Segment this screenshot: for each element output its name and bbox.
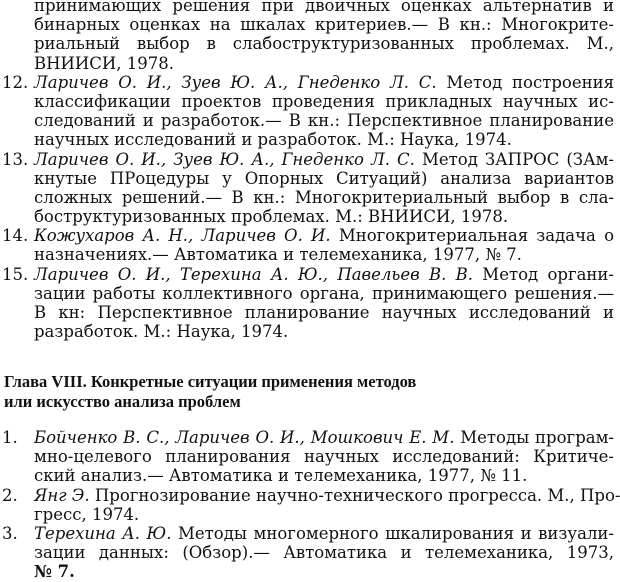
- reference-authors: Янг Э.: [34, 485, 90, 505]
- reference-line: [0, 188, 620, 207]
- reference-line: [0, 207, 620, 226]
- reference-title: Метод построения: [436, 72, 614, 92]
- reference-line: [0, 505, 620, 524]
- reference-line: [0, 486, 620, 505]
- reference-text: [34, 524, 614, 543]
- reference-authors: Кожухаров А. Н., Ларичев О. И.: [34, 226, 331, 246]
- reference-text: зации работы коллективного органа, принимающего решения.—: [34, 283, 614, 303]
- reference-title: Метод органи-: [473, 264, 615, 284]
- reference-line: [0, 428, 620, 447]
- reference-number: 2.: [2, 485, 18, 505]
- reference-text: бинарных оценках на шкалах критериев.— В кн.: Многокрите-: [34, 15, 614, 35]
- reference-line: [0, 245, 620, 264]
- reference-text: [34, 265, 614, 284]
- reference-text: № 7.: [34, 562, 75, 582]
- reference-text: ский анализ.— Автоматика и телемеханика, 1977, № 11.: [34, 466, 528, 486]
- chapter-heading: [4, 372, 600, 412]
- reference-line: [0, 111, 620, 130]
- chapter-heading-line: Глава VIII. Конкретные ситуации применения методов: [4, 372, 417, 391]
- reference-number: 12.: [2, 72, 29, 92]
- reference-line: [0, 265, 620, 284]
- reference-line: [0, 466, 620, 485]
- reference-line: [0, 543, 620, 562]
- reference-line: [0, 34, 620, 53]
- reference-line: [0, 150, 620, 169]
- reference-line: [0, 322, 620, 341]
- reference-line: [0, 303, 620, 322]
- reference-text: научных исследований и разработок. М.: Наука, 1974.: [34, 130, 512, 150]
- reference-text: кнутые ПРоцедуры у Опорных Ситуаций) анализа вариантов: [34, 168, 614, 188]
- reference-text: [34, 150, 614, 169]
- reference-text: мно-целевого планирования научных исследований: Критиче-: [34, 447, 614, 467]
- reference-line: [0, 226, 620, 245]
- reference-text: [34, 73, 614, 92]
- reference-line: [0, 447, 620, 466]
- reference-number: 3.: [2, 523, 18, 543]
- reference-number: 1.: [2, 428, 18, 447]
- reference-title: Методы програм-: [454, 428, 614, 447]
- reference-text: классификации проектов проведения прикладных научных ис-: [34, 91, 614, 111]
- reference-line: [0, 54, 620, 73]
- reference-line: [0, 15, 620, 34]
- reference-text: назначениях.— Автоматика и телемеханика, 1977, № 7.: [34, 245, 522, 265]
- reference-text: риальный выбор в слабоструктуризованных проблемах. М.,: [34, 34, 614, 54]
- reference-line: [0, 562, 620, 581]
- reference-text: зации данных: (Обзор).— Автоматика и телемеханика, 1973,: [34, 543, 614, 563]
- reference-authors: Ларичев О. И., Зуев Ю. А., Гнеденко Л. С.: [34, 72, 437, 92]
- chapter-heading-line: или искусство анализа проблем: [4, 392, 241, 411]
- reference-line: [0, 284, 620, 303]
- reference-line: [0, 169, 620, 188]
- reference-number: 14.: [2, 226, 29, 246]
- reference-text: [34, 485, 620, 505]
- reference-text: ВНИИСИ, 1978.: [34, 53, 175, 73]
- reference-number: 15.: [2, 264, 29, 284]
- reference-line: [0, 0, 620, 15]
- reference-title: Методы многомерного шкалирования и визуали-: [171, 523, 614, 543]
- reference-authors: Терехина А. Ю.: [34, 523, 172, 543]
- reference-text: [34, 428, 614, 447]
- reference-authors: Бойченко В. С., Ларичев О. И., Мошкович Е. М.: [34, 428, 455, 447]
- reference-line: [0, 130, 620, 149]
- reference-number: 13.: [2, 149, 29, 169]
- reference-title: Метод ЗАПРОС (ЗАм-: [414, 149, 614, 169]
- reference-text: боструктуризованных проблемах. М.: ВНИИСИ, 1978.: [34, 207, 509, 227]
- reference-line: [0, 92, 620, 111]
- chapter-reference-list: [0, 428, 620, 582]
- reference-line: [0, 524, 620, 543]
- reference-text: разработок. М.: Наука, 1974.: [34, 322, 289, 342]
- reference-text: следований и разработок.— В кн.: Перспективное планирование: [34, 111, 614, 131]
- reference-text: сложных решений.— В кн.: Многокритериальный выбор в сла-: [34, 187, 614, 207]
- reference-title: Прогнозирование научно-технического прогресса. М., Про-: [89, 485, 620, 505]
- reference-line: [0, 73, 620, 92]
- reference-text: принимающих решения при двоичных оценках альтернатив и: [34, 0, 614, 15]
- reference-text: гресс, 1974.: [34, 504, 140, 524]
- reference-authors: Ларичев О. И., Терехина А. Ю., Павельев В. В.: [34, 264, 474, 284]
- reference-authors: Ларичев О. И., Зуев Ю. А., Гнеденко Л. С.: [34, 149, 415, 169]
- reference-title: Многокритериальная задача о: [330, 226, 614, 246]
- reference-text: [34, 226, 614, 245]
- reference-text: В кн: Перспективное планирование научных исследований и: [34, 303, 614, 322]
